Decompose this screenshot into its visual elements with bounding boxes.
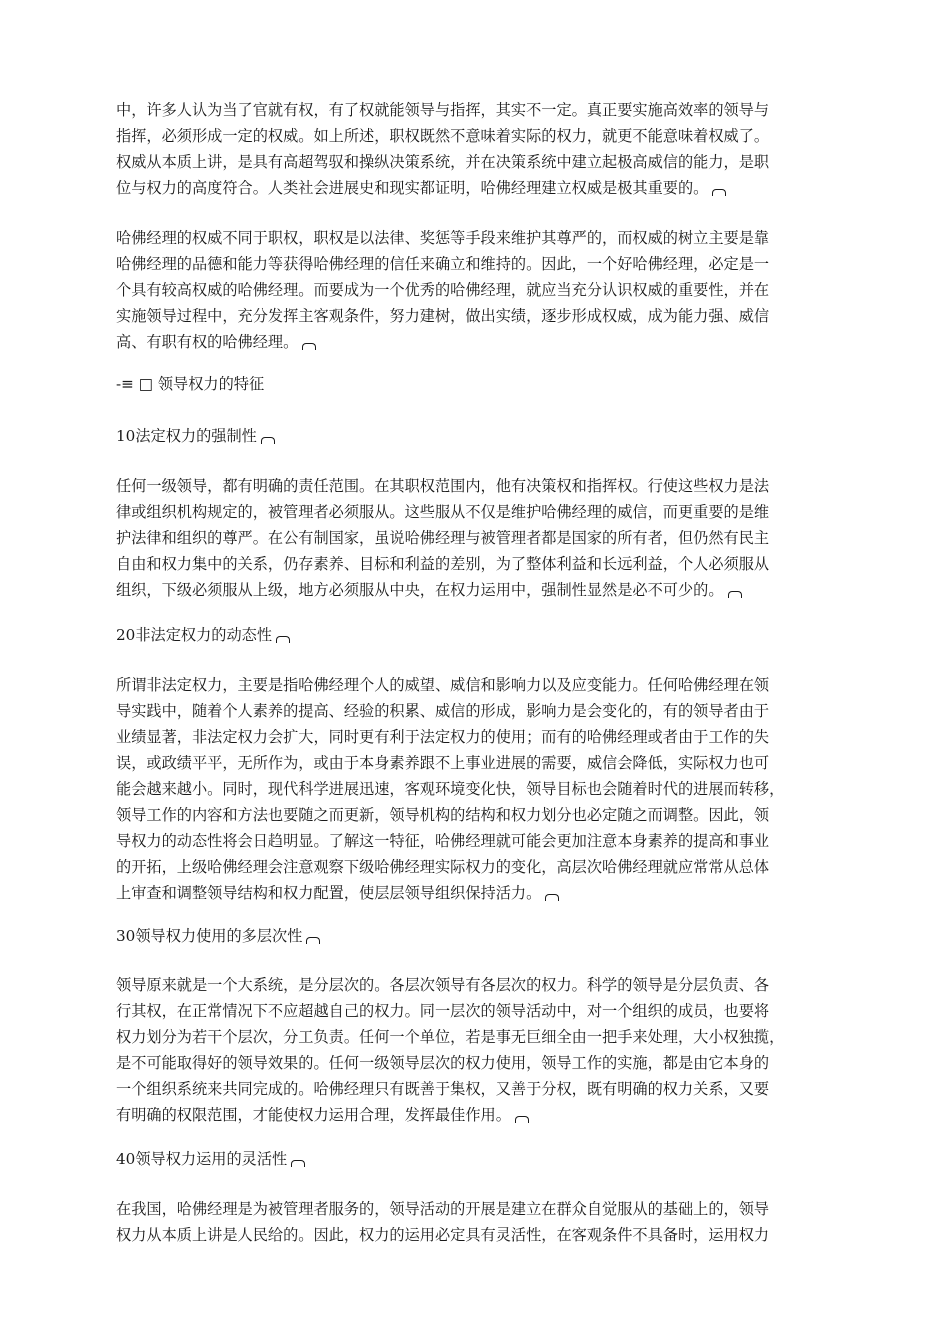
text-line: 的开拓，上级哈佛经理会注意观察下级哈佛经理实际权力的变化，高层次哈佛经理就应常常从总体 — [116, 858, 770, 876]
paragraph-mark-icon — [728, 591, 742, 598]
text-line: 护法律和组织的尊严。在公有制国家，虽说哈佛经理与被管理者都是国家的所有者，但仍然有民主 — [116, 529, 770, 547]
paragraph-flexible-power — [116, 1196, 840, 1248]
paragraph-mark-icon — [712, 189, 726, 196]
text-line: 导实践中，随着个人素养的提高、经验的积累、威信的形成，影响力是会变化的，有的领导者由于 — [116, 702, 770, 720]
text-line: 自由和权力集中的关系，仍存素养、目标和利益的差别，为了整体利益和长远利益，个人必须服从 — [116, 555, 770, 573]
text-line: 误，或政绩平平，无所作为，或由于本身素养跟不上事业进展的需要，威信会降低，实际权力也可 — [116, 754, 770, 772]
text-line: 是不可能取得好的领导效果的。任何一级领导层次的权力使用，领导工作的实施，都是由它本身的 — [116, 1054, 770, 1072]
subheading-1 — [116, 423, 840, 449]
text-line: 任何一级领导，都有明确的责任范围。在其职权范围内，他有决策权和指挥权。行使这些权力是法 — [116, 477, 770, 495]
text-line: 能会越来越小。同时，现代科学进展迅速，客观环境变化快，领导目标也会随着时代的进展而转移， — [116, 780, 785, 798]
paragraph-mark-icon — [261, 437, 275, 444]
section-heading — [116, 371, 840, 397]
text-line: 一个组织系统来共同完成的。哈佛经理只有既善于集权，又善于分权，既有明确的权力关系，又要 — [116, 1080, 770, 1098]
text-line: 权威从本质上讲，是具有高超驾驭和操纵决策系统，并在决策系统中建立起极高威信的能力，是职 — [116, 153, 770, 171]
text-line: 导权力的动态性将会日趋明显。了解这一特征，哈佛经理就可能会更加注意本身素养的提高和事业 — [116, 832, 770, 850]
subheading-4 — [116, 1146, 840, 1172]
text-line: 哈佛经理的品德和能力等获得哈佛经理的信任来确立和维持的。因此，一个好哈佛经理，必定是一 — [116, 255, 770, 273]
text-line: 组织，下级必须服从上级，地方必须服从中央，在权力运用中，强制性显然是必不可少的。 — [116, 581, 724, 599]
text-line: 业绩显著，非法定权力会扩大，同时更有利于法定权力的使用；而有的哈佛经理或者由于工作的失 — [116, 728, 770, 746]
text-line: 上审查和调整领导结构和权力配置，使层层领导组织保持活力。 — [116, 884, 542, 902]
paragraph-mark-icon — [545, 894, 559, 901]
paragraph-mark-icon — [515, 1116, 529, 1123]
paragraph-authority-vs-power — [116, 225, 840, 355]
text-line: 有明确的权限范围，才能使权力运用合理，发挥最佳作用。 — [116, 1106, 511, 1124]
text-line: 行其权，在正常情况下不应超越自己的权力。同一层次的领导活动中，对一个组织的成员，也要将 — [116, 1002, 770, 1020]
text-line: 律或组织机构规定的，被管理者必须服从。这些服从不仅是维护哈佛经理的威信，而更重要的是维 — [116, 503, 770, 521]
text-line: 权力从本质上讲是人民给的。因此，权力的运用必定具有灵活性，在客观条件不具备时，运用权力 — [116, 1226, 770, 1244]
text-line: 高、有职有权的哈佛经理。 — [116, 333, 299, 351]
subheading-text: 40领导权力运用的灵活性 — [116, 1150, 288, 1168]
subheading-text: 20非法定权力的动态性 — [116, 626, 273, 644]
paragraph-mark-icon — [306, 937, 320, 944]
paragraph-mark-icon — [276, 636, 290, 643]
text-line: 哈佛经理的权威不同于职权，职权是以法律、奖惩等手段来维护其尊严的，而权威的树立主要是靠 — [116, 229, 770, 247]
text-line: 个具有较高权威的哈佛经理。而要成为一个优秀的哈佛经理，就应当充分认识权威的重要性，并在 — [116, 281, 770, 299]
text-line: 位与权力的高度符合。人类社会进展史和现实都证明，哈佛经理建立权威是极其重要的。 — [116, 179, 709, 197]
text-line: 所谓非法定权力，主要是指哈佛经理个人的威望、威信和影响力以及应变能力。任何哈佛经理在领 — [116, 676, 770, 694]
text-line: 实施领导过程中，充分发挥主客观条件，努力建树，做出实绩，逐步形成权威，成为能力强、威信 — [116, 307, 770, 325]
subheading-3 — [116, 923, 840, 949]
subheading-2 — [116, 622, 840, 648]
paragraph-mark-icon — [291, 1160, 305, 1167]
text-line: 在我国，哈佛经理是为被管理者服务的，领导活动的开展是建立在群众自觉服从的基础上的，领导 — [116, 1200, 770, 1218]
text-line: 领导原来就是一个大系统，是分层次的。各层次领导有各层次的权力。科学的领导是分层负责、各 — [116, 976, 770, 994]
text-line: 中，许多人认为当了官就有权，有了权就能领导与指挥，其实不一定。真正要实施高效率的领导与 — [116, 101, 770, 119]
text-line: 领导工作的内容和方法也要随之而更新，领导机构的结构和权力划分也必定随之而调整。因此，领 — [116, 806, 770, 824]
section-heading-text: -≡ □ 领导权力的特征 — [116, 375, 265, 393]
text-line: 指挥，必须形成一定的权威。如上所述，职权既然不意味着实际的权力，就更不能意味着权威了。 — [116, 127, 770, 145]
paragraph-multilevel-power — [116, 972, 840, 1128]
paragraph-authority-intro — [116, 97, 840, 201]
subheading-text: 10法定权力的强制性 — [116, 427, 257, 445]
subheading-text: 30领导权力使用的多层次性 — [116, 927, 303, 945]
paragraph-nonlegal-power — [116, 672, 840, 906]
paragraph-legal-power — [116, 473, 840, 603]
paragraph-mark-icon — [302, 343, 316, 350]
text-line: 权力划分为若干个层次，分工负责。任何一个单位，若是事无巨细全由一把手来处理，大小权独揽， — [116, 1028, 785, 1046]
